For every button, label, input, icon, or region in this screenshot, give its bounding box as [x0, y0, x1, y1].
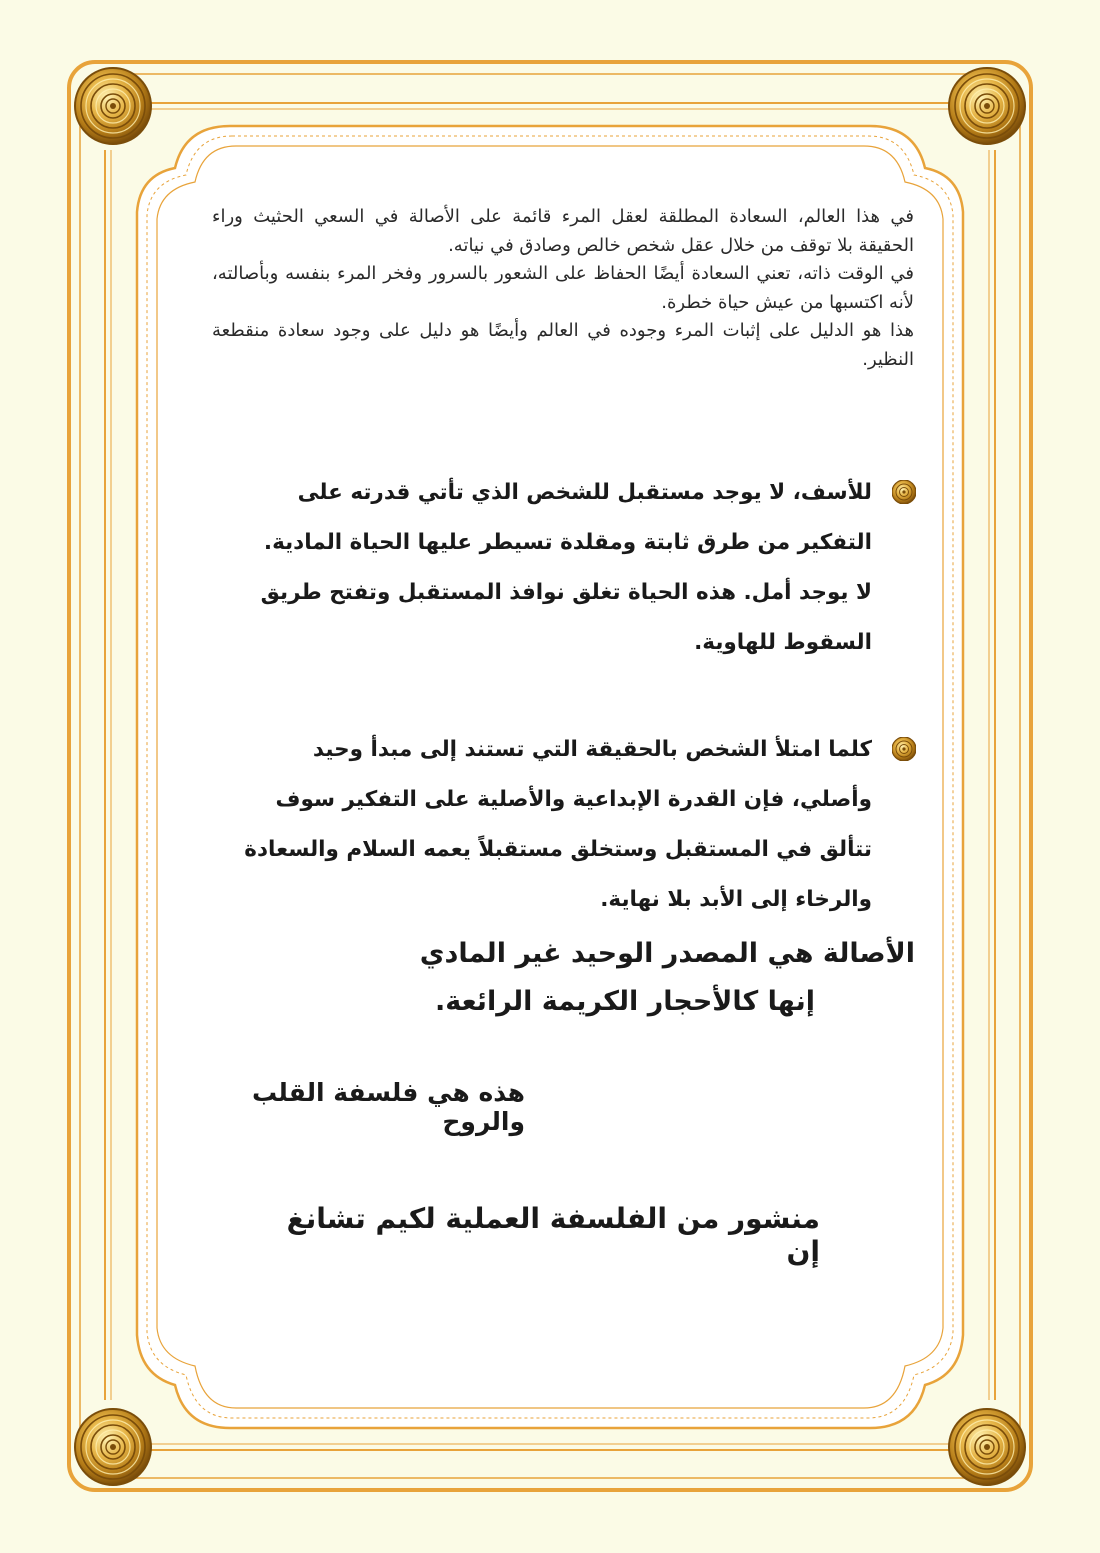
- quote-block: [250, 930, 915, 1026]
- intro-paragraph: في هذا العالم، السعادة المطلقة لعقل المرء قائمة على الأصالة في السعي الحثيث وراء الحقيقة بلا توقف من خلال عقل شخص خالص وصادق في نياته.: [212, 206, 914, 256]
- philosophy-line: هذه هي فلسفة القلب والروح: [251, 1078, 525, 1136]
- point-item: [226, 725, 916, 925]
- intro-section: [212, 203, 914, 374]
- point-item: [226, 468, 916, 668]
- gold-disc-bullet-icon: [892, 480, 916, 504]
- point-paragraph: للأسف، لا يوجد مستقبل للشخص الذي تأتي قدرته على التفكير من طرق ثابتة ومقلدة تسيطر عليها الحياة المادية.: [263, 480, 872, 555]
- point-paragraph: لا يوجد أمل. هذه الحياة تغلق نوافذ المستقبل وتفتح طريق السقوط للهاوية.: [260, 580, 872, 655]
- point-paragraph: كلما امتلأ الشخص بالحقيقة التي تستند إلى مبدأ وحيد وأصلي، فإن القدرة الإبداعية والأصلية على التفكير سوف تتألق في المستقبل وستخلق مستقبلاً يعمه السلام والسعادة والرخاء إلى الأبد بلا نهاية.: [244, 737, 872, 912]
- quote-line: الأصالة هي المصدر الوحيد غير المادي: [419, 938, 915, 969]
- publisher-credit: منشور من الفلسفة العملية لكيم تشانغ إن: [286, 1202, 820, 1268]
- gold-medallion-icon: [75, 68, 151, 144]
- gold-disc-bullet-icon: [892, 737, 916, 761]
- gold-medallion-icon: [949, 68, 1025, 144]
- gold-medallion-icon: [75, 1409, 151, 1485]
- intro-paragraph: هذا هو الدليل على إثبات المرء وجوده في العالم وأيضًا هو دليل على وجود سعادة منقطعة النظير.: [212, 320, 914, 370]
- quote-line: إنها كالأحجار الكريمة الرائعة.: [434, 986, 815, 1017]
- intro-paragraph: في الوقت ذاته، تعني السعادة أيضًا الحفاظ على الشعور بالسرور وفخر المرء بنفسه وبأصالته، لأنه اكتسبها من عيش حياة خطرة.: [212, 263, 914, 313]
- gold-medallion-icon: [949, 1409, 1025, 1485]
